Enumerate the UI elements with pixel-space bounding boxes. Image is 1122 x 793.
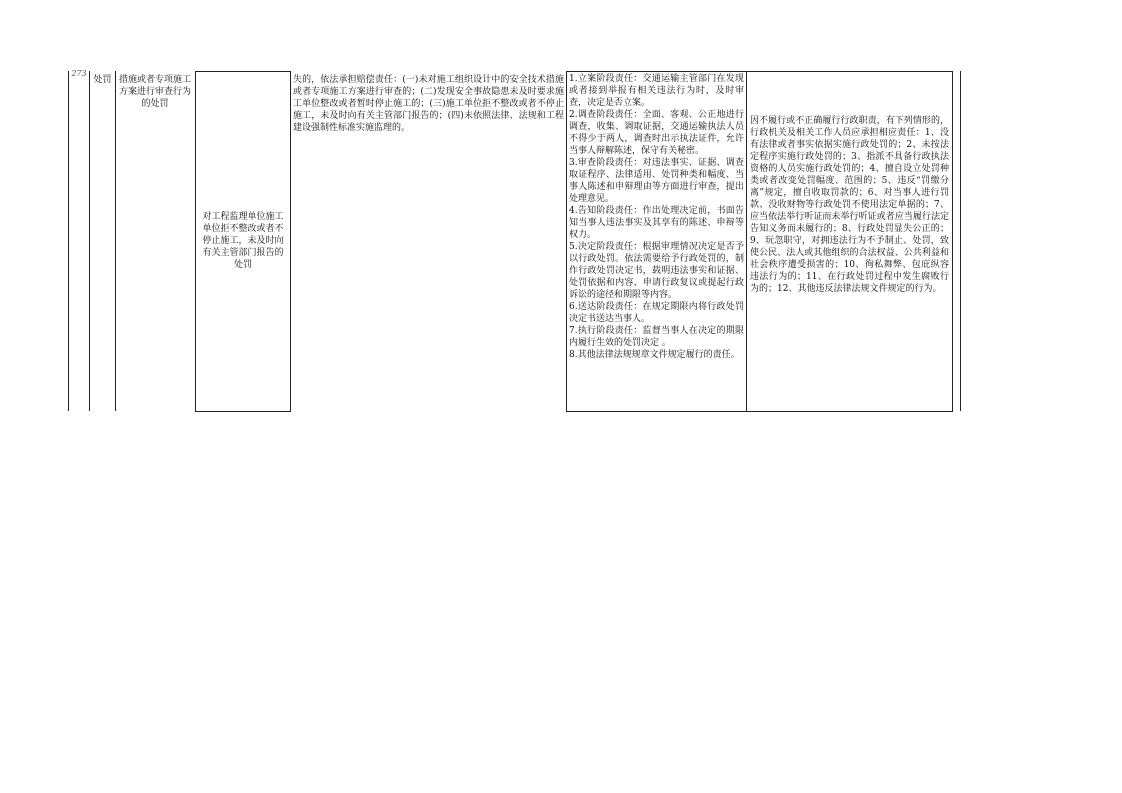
responsibility-cell: 1.立案阶段责任：交通运输主管部门在发现或者接到举报有相关违法行为时，及时审查，决定是否立案。 2.调查阶段责任：全面、客观、公正地进行调查，收集、调取证据，交通运输执法人员不得少于两人，调查时出示执法证件，允许当事人辩解陈述，保守有关秘密。 3.审查阶段责任：对违法事实、证据、调查取证程序、法律适用、处罚种类和幅度、当事人陈述和申辩理由等方面进行审查，提出处理意见。 4.告知阶段责任：作出处理决定前，书面告知当事人违法事实及其享有的陈述、申辩等权力。 5.决定阶段责任：根据审理情况决定是否予以行政处罚。依法需要给予行政处罚的，制作行政处罚决定书，载明违法事实和证据、处罚依据和内容、申请行政复议或提起行政诉讼的途径和期限等内容。 6.送达阶段责任：在规定期限内将行政处罚决定书送达当事人。 7.执行阶段责任：监督当事人在决定的期限内履行生效的处罚决定 。 8.其他法律法规规章文件规定履行的责任。 <box>569 74 744 360</box>
col-border-5 <box>960 71 961 411</box>
sub-item-cell: 对工程监理单位施工单位拒不整改或者不停止施工，未及时向有关主管部门报告的处罚 <box>202 212 284 270</box>
col-border-2 <box>115 71 116 411</box>
col-border-1 <box>89 71 90 411</box>
row-number: 273 <box>71 69 87 78</box>
basis-cell: 失的，依法承担赔偿责任：(一)未对施工组织设计中的安全技术措施或者专项施工方案进行审查的；(二)发现安全事故隐患未及时要求施工单位整改或者暂时停止施工的；(三)施工单位拒不整改或者不停止施工，未及时向有关主管部门报告的；(四)未依照法律、法规和工程建设强制性标准实施监理的。 <box>293 75 564 133</box>
accountability-cell: 因不履行或不正确履行行政职责，有下列情形的，行政机关及相关工作人员应承担相应责任：1、没有法律或者事实依据实施行政处罚的；2、未按法定程序实施行政处罚的；3、指派不具备行政执法资格的人员实施行政处罚的；4、擅自设立处罚种类或者改变处罚幅度、范围的；5、违反“罚缴分离”规定，擅自收取罚款的；6、对当事人进行罚款、没收财物等行政处罚不使用法定单据的；7、应当依法举行听证而未举行听证或者应当履行法定告知义务而未履行的；8、行政处罚显失公正的；9、玩忽职守，对拥违法行为不予制止、处罚，致使公民、法人或其他组织的合法权益、公共利益和社会秩序遭受损害的；10、徇私舞弊、包庇纵容违法行为的；11、在行政处罚过程中发生腐败行为的；12、其他违反法律法规文件规定的行为。 <box>750 116 949 294</box>
category-cell: 处罚 <box>93 75 112 85</box>
item-name-cell: 措施或者专项施工方案进行审查行为的处罚 <box>118 75 191 109</box>
col-border-left <box>68 71 69 411</box>
